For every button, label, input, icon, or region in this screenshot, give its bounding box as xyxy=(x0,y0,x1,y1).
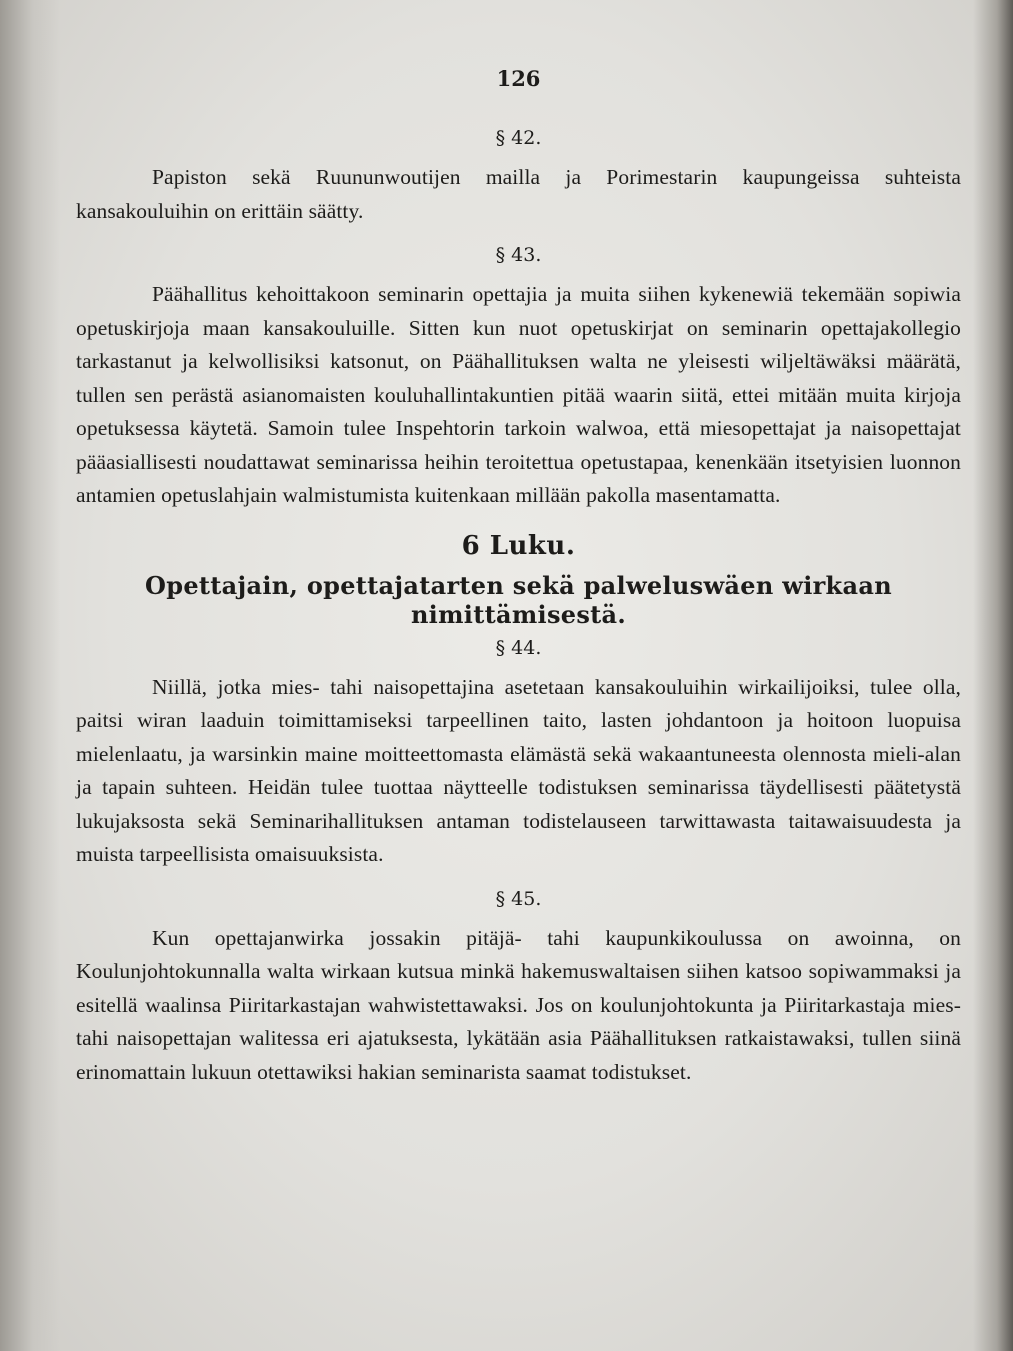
page-gutter-shadow xyxy=(0,0,60,1351)
paragraph: Kun opettajanwirka jossakin pitäjä- tahi kaupunkikoulussa on awoinna, on Koulunjohtokunnalla walta wirkaan kutsua minkä hakemuswaltaisen siihen katsoo sopiwammaksi ja esitellä waalinsa Piiritarkastajan wahwistettawaksi. Jos on koulunjohtokunta ja Piiritarkastaja mies- tahi naisopettajan walitessa eri ajatuksesta, lykätään asia Päähallituksen ratkaistawaksi, tullen siinä erinomattain lukuun otettawiksi hakian seminarista saamat todistukset. xyxy=(76,925,961,1084)
paragraph: Niillä, jotka mies- tahi naisopettajina asetetaan kansakouluihin wirkailijoiksi, tulee olla, paitsi wiran laaduin toimittamiseksi tarpeellinen taito, lasten johdantoon ja hoitoon luopuisa mielenlaatu, ja warsinkin maine moitteettomasta elämästä sekä wakaantuneesta olennosta mieli-alan ja tapain suhteen. Heidän tulee tuottaa näytteelle todistuksen seminarissa täydellisesti päätetystä lukujaksosta sekä Seminarihallituksen antaman todistelauseen tarwittawasta taitawaisuudesta ja muista tarpeellisista omaisuuksista. xyxy=(76,674,961,866)
section-heading: § 43. xyxy=(495,244,542,266)
section-heading: § 44. xyxy=(495,636,542,659)
page-number: 126 xyxy=(496,66,541,91)
text-column xyxy=(76,66,961,1105)
section-heading: § 42. xyxy=(495,127,542,149)
section-heading: § 45. xyxy=(495,887,542,910)
paragraph: Päähallitus kehoittakoon seminarin opettajia ja muita siihen kykenewiä tekemään sopiwia opetuskirjoja maan kansakouluille. Sitten kun nuot opetuskirjat on seminarin opettajakollegio tarkastanut ja kelwollisiksi katsonut, on Päähallituksen walta ne yleisesti wiljeltäwäksi määrätä, tullen sen perästä asianomaisten kouluhallintakuntien pitää waarin siitä, ettei mitään muita kirjoja opetuksessa käytetä. Samoin tulee Inspehtorin tarkoin walwoa, että miesopettajat ja naisopettajat pääasiallisesti noudattawat seminarissa heihin teroitettua opetustapaa, kenenkään itsetyisien luonnon antamien opetuslahjain walmistumista kuitenkaan millään pakolla masentamatta. xyxy=(76,282,961,507)
paragraph: Papiston sekä Ruununwoutijen mailla ja Porimestarin kaupungeissa suhteista kansakouluihin on erittäin säätty. xyxy=(76,165,961,223)
chapter-title: 6 Luku. xyxy=(461,530,576,561)
page-edge-shadow xyxy=(973,0,1013,1351)
chapter-subtitle: Opettajain, opettajatarten sekä palweluswäen wirkaan nimittämisestä. xyxy=(145,570,892,629)
